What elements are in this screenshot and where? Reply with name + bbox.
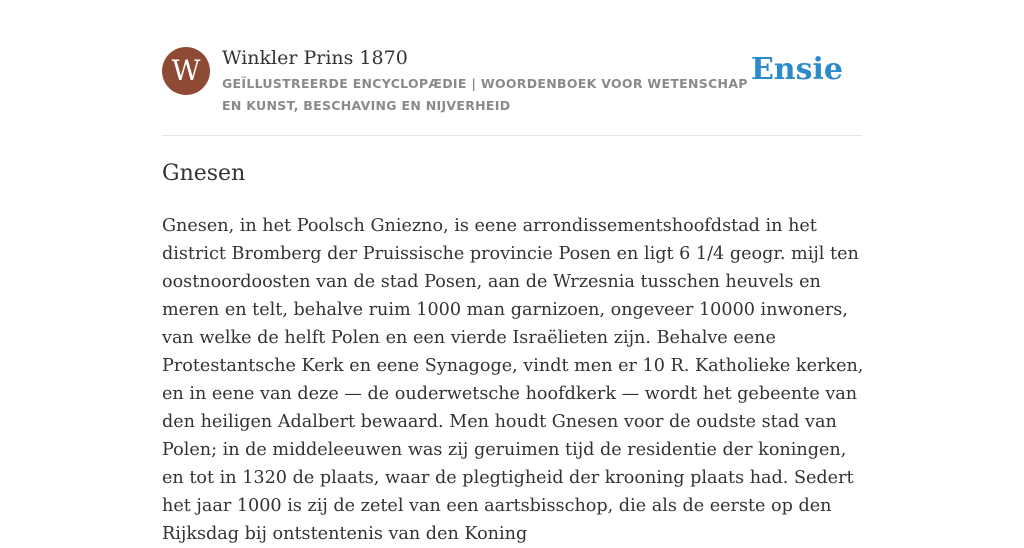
ensie-logo-link[interactable]: Ensie xyxy=(750,52,843,87)
article-title: Gnesen xyxy=(162,161,246,186)
source-header xyxy=(162,44,862,116)
header-divider xyxy=(162,135,862,136)
article-body: Gnesen, in het Poolsch Gniezno, is eene arrondissementshoofdstad in het district Bromberg der Pruissische provincie Posen en ligt 6 1/4 geogr. mijl ten oostnoordoosten van de stad Posen, aan de Wrzesnia tusschen heuvels en meren en telt, behalve ruim 1000 man garnizoen, ongeveer 10000 inwoners, van welke de helft Polen en een vierde Israëlieten zijn. Behalve eene Protestantsche Kerk en eene Synagoge, vindt men er 10 R. Katholieke kerken, en in eene van deze — de ouderwetsche hoofdkerk — wordt het gebeente van den heiligen Adalbert bewaard. Men houdt Gnesen voor de oudste stad van Polen; in de middeleeuwen was zij geruimen tijd de residentie der koningen, en tot in 1320 de plaats, waar de plegtigheid der krooning plaats had. Sedert het jaar 1000 is zij de zetel van een aartsbisschop, die als de eerste op den Rijksdag bij ontstentenis van den Koning xyxy=(162,216,864,544)
source-avatar[interactable]: W xyxy=(162,47,210,95)
source-subtitle: GEÏLLUSTREERDE ENCYCLOPÆDIE | WOORDENBOEK VOOR WETENSCHAP EN KUNST, BESCHAVING EN NIJVERHEID xyxy=(222,76,748,113)
source-title[interactable]: Winkler Prins 1870 xyxy=(222,47,408,69)
